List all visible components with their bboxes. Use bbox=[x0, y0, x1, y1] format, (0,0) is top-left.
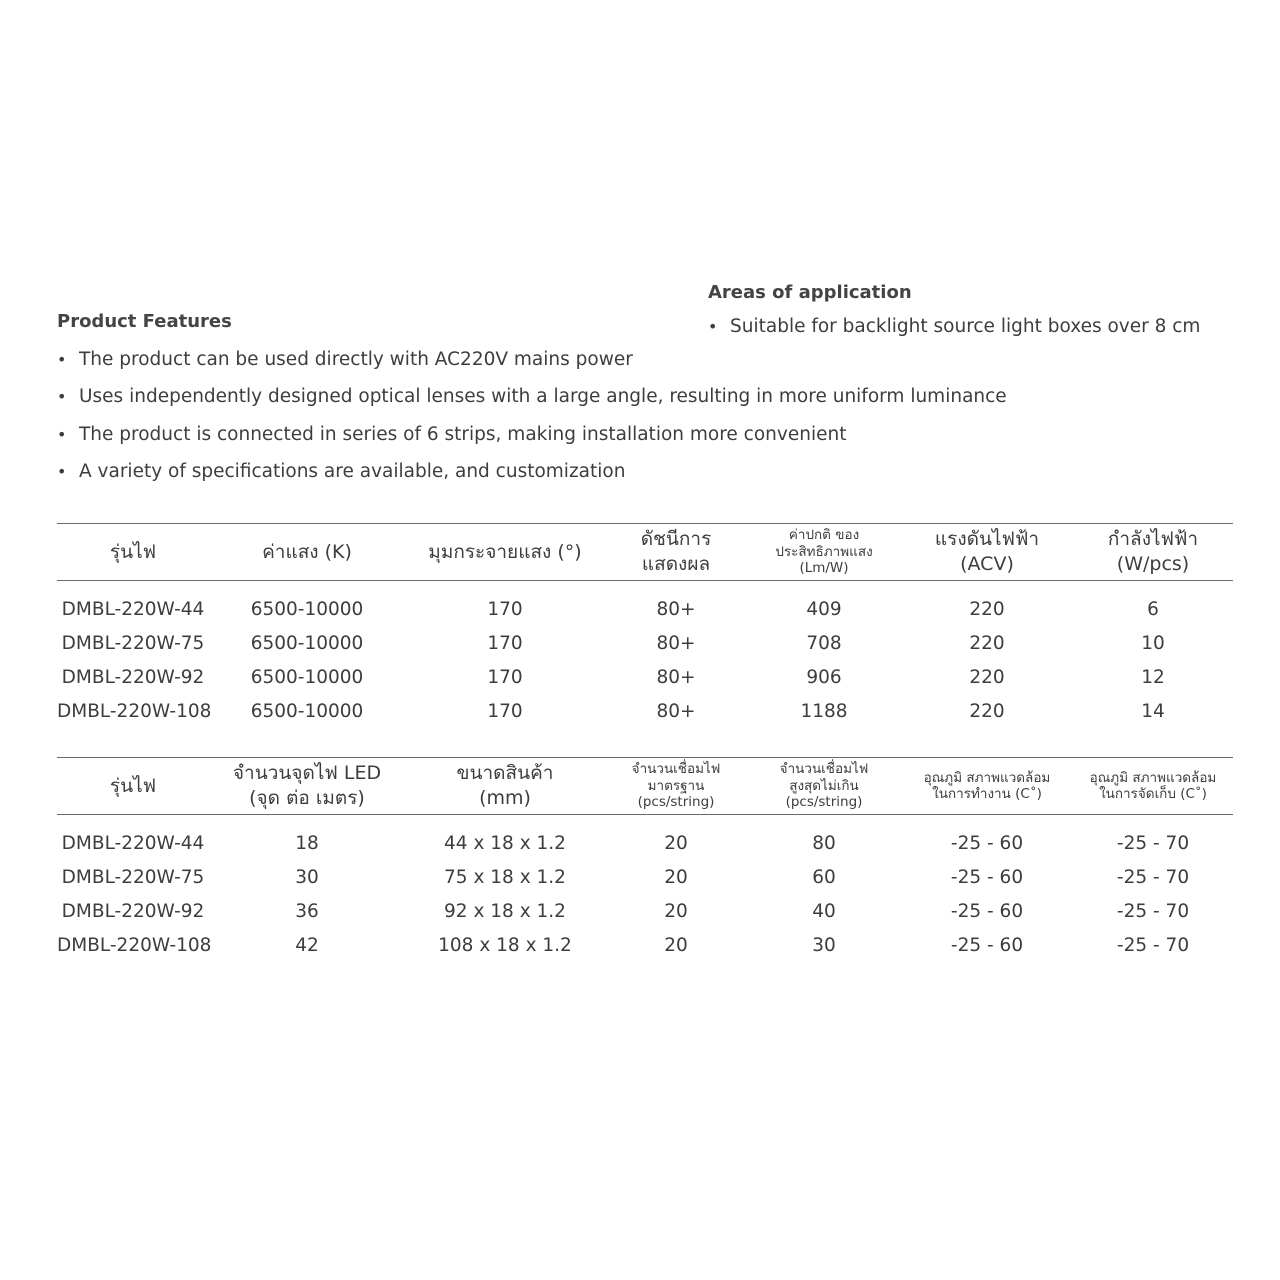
cell-model: DMBL-220W-75 bbox=[61, 633, 205, 655]
areas-of-application-section bbox=[708, 279, 1268, 341]
areas-list bbox=[708, 313, 1268, 341]
cell-cri: 80+ bbox=[656, 666, 696, 688]
cell-voltage: 220 bbox=[969, 633, 1005, 655]
cell-cri: 80+ bbox=[656, 700, 696, 722]
cell-color-temp: 6500-10000 bbox=[250, 666, 364, 688]
col-header-max-connection: จำนวนเชื่อมไฟ สูงสุดไม่เกิน (pcs/string) bbox=[747, 758, 901, 815]
table-header-row bbox=[57, 758, 1233, 815]
cell-efficacy: 409 bbox=[806, 599, 842, 621]
col-header-power: กำลังไฟฟ้า (W/pcs) bbox=[1073, 524, 1233, 581]
table-header-row bbox=[57, 524, 1233, 581]
cell-led-count: 18 bbox=[295, 833, 319, 855]
bullet-icon: • bbox=[57, 387, 67, 407]
bullet-icon: • bbox=[708, 317, 718, 336]
feature-item bbox=[57, 383, 1057, 420]
area-item bbox=[708, 313, 1268, 341]
table-row bbox=[57, 827, 1233, 861]
cell-model: DMBL-220W-92 bbox=[61, 666, 205, 688]
cell-power: 10 bbox=[1141, 633, 1165, 655]
cell-led-count: 42 bbox=[295, 934, 319, 956]
bullet-icon: • bbox=[57, 350, 67, 369]
cell-standard-connection: 20 bbox=[664, 900, 688, 922]
feature-text: Uses independently designed optical lenses with a large angle, resulting in more uniform luminance bbox=[79, 386, 1007, 408]
col-header-led-count: จำนวนจุดไฟ LED (จุด ต่อ เมตร) bbox=[209, 758, 405, 815]
cell-max-connection: 30 bbox=[812, 934, 836, 956]
product-features-heading: Product Features bbox=[57, 311, 232, 332]
cell-voltage: 220 bbox=[969, 700, 1005, 722]
cell-max-connection: 80 bbox=[812, 833, 836, 855]
cell-operating-temp: -25 - 60 bbox=[950, 867, 1024, 889]
cell-size: 108 x 18 x 1.2 bbox=[438, 934, 572, 956]
cell-beam-angle: 170 bbox=[487, 633, 523, 655]
table-row bbox=[57, 861, 1233, 895]
table-row bbox=[57, 661, 1233, 695]
cell-efficacy: 708 bbox=[806, 633, 842, 655]
cell-storage-temp: -25 - 70 bbox=[1116, 934, 1190, 956]
areas-heading: Areas of application bbox=[708, 282, 912, 303]
col-header-model: รุ่นไฟ bbox=[57, 524, 209, 581]
cell-power: 14 bbox=[1141, 700, 1165, 722]
cell-beam-angle: 170 bbox=[487, 599, 523, 621]
cell-color-temp: 6500-10000 bbox=[250, 700, 364, 722]
feature-text: A variety of specifications are available, and customization bbox=[79, 460, 626, 482]
bullet-icon: • bbox=[57, 461, 67, 481]
cell-storage-temp: -25 - 70 bbox=[1116, 867, 1190, 889]
feature-text: The product can be used directly with AC220V mains power bbox=[79, 349, 633, 370]
table-row bbox=[57, 593, 1233, 627]
cell-model: DMBL-220W-44 bbox=[61, 599, 205, 621]
col-header-efficacy: ค่าปกติ ของ ประสิทธิภาพแสง (Lm/W) bbox=[747, 524, 901, 581]
col-header-cri: ดัชนีการ แสดงผล bbox=[605, 524, 747, 581]
col-header-storage-temp: อุณภูมิ สภาพแวดล้อม ในการจัดเก็บ (C˚) bbox=[1073, 758, 1233, 815]
cell-color-temp: 6500-10000 bbox=[250, 599, 364, 621]
feature-item bbox=[57, 346, 1057, 383]
cell-size: 75 x 18 x 1.2 bbox=[444, 867, 566, 889]
cell-power: 6 bbox=[1147, 599, 1159, 621]
cell-model: DMBL-220W-92 bbox=[61, 900, 205, 922]
col-header-voltage: แรงดันไฟฟ้า (ACV) bbox=[901, 524, 1073, 581]
spec-table-physical bbox=[57, 757, 1233, 962]
spec-table-optical bbox=[57, 523, 1233, 728]
cell-max-connection: 40 bbox=[812, 900, 836, 922]
cell-model: DMBL-220W-75 bbox=[61, 867, 205, 889]
table-row bbox=[57, 627, 1233, 661]
cell-led-count: 30 bbox=[295, 867, 319, 889]
cell-led-count: 36 bbox=[295, 900, 319, 922]
col-header-operating-temp: อุณภูมิ สภาพแวดล้อม ในการทำงาน (C˚) bbox=[901, 758, 1073, 815]
col-header-standard-connection: จำนวนเชื่อมไฟมาตรฐาน (pcs/string) bbox=[605, 758, 747, 815]
cell-model: DMBL-220W-108 bbox=[57, 934, 212, 956]
cell-standard-connection: 20 bbox=[664, 833, 688, 855]
cell-voltage: 220 bbox=[969, 666, 1005, 688]
cell-model: DMBL-220W-108 bbox=[57, 700, 212, 722]
feature-item bbox=[57, 421, 1057, 458]
cell-voltage: 220 bbox=[969, 599, 1005, 621]
cell-efficacy: 1188 bbox=[800, 700, 848, 722]
cell-beam-angle: 170 bbox=[487, 666, 523, 688]
cell-size: 44 x 18 x 1.2 bbox=[444, 833, 566, 855]
table-row bbox=[57, 895, 1233, 929]
bullet-icon: • bbox=[57, 424, 67, 444]
cell-operating-temp: -25 - 60 bbox=[950, 833, 1024, 855]
area-text: Suitable for backlight source light boxes over 8 cm bbox=[730, 316, 1201, 337]
cell-model: DMBL-220W-44 bbox=[61, 833, 205, 855]
cell-power: 12 bbox=[1141, 666, 1165, 688]
cell-standard-connection: 20 bbox=[664, 934, 688, 956]
col-header-color-temp: ค่าแสง (K) bbox=[209, 524, 405, 581]
cell-operating-temp: -25 - 60 bbox=[950, 900, 1024, 922]
col-header-model: รุ่นไฟ bbox=[57, 758, 209, 815]
cell-standard-connection: 20 bbox=[664, 867, 688, 889]
feature-item bbox=[57, 458, 1057, 495]
cell-cri: 80+ bbox=[656, 599, 696, 621]
cell-cri: 80+ bbox=[656, 633, 696, 655]
cell-size: 92 x 18 x 1.2 bbox=[444, 900, 566, 922]
product-features-list bbox=[57, 346, 1057, 495]
table-row bbox=[57, 928, 1233, 962]
cell-operating-temp: -25 - 60 bbox=[950, 934, 1024, 956]
cell-storage-temp: -25 - 70 bbox=[1116, 833, 1190, 855]
feature-text: The product is connected in series of 6 strips, making installation more convenient bbox=[79, 423, 847, 445]
cell-beam-angle: 170 bbox=[487, 700, 523, 722]
cell-efficacy: 906 bbox=[806, 666, 842, 688]
cell-storage-temp: -25 - 70 bbox=[1116, 900, 1190, 922]
table-row bbox=[57, 694, 1233, 728]
cell-color-temp: 6500-10000 bbox=[250, 633, 364, 655]
col-header-beam-angle: มุมกระจายแสง (°) bbox=[405, 524, 605, 581]
col-header-size: ขนาดสินค้า (mm) bbox=[405, 758, 605, 815]
cell-max-connection: 60 bbox=[812, 867, 836, 889]
